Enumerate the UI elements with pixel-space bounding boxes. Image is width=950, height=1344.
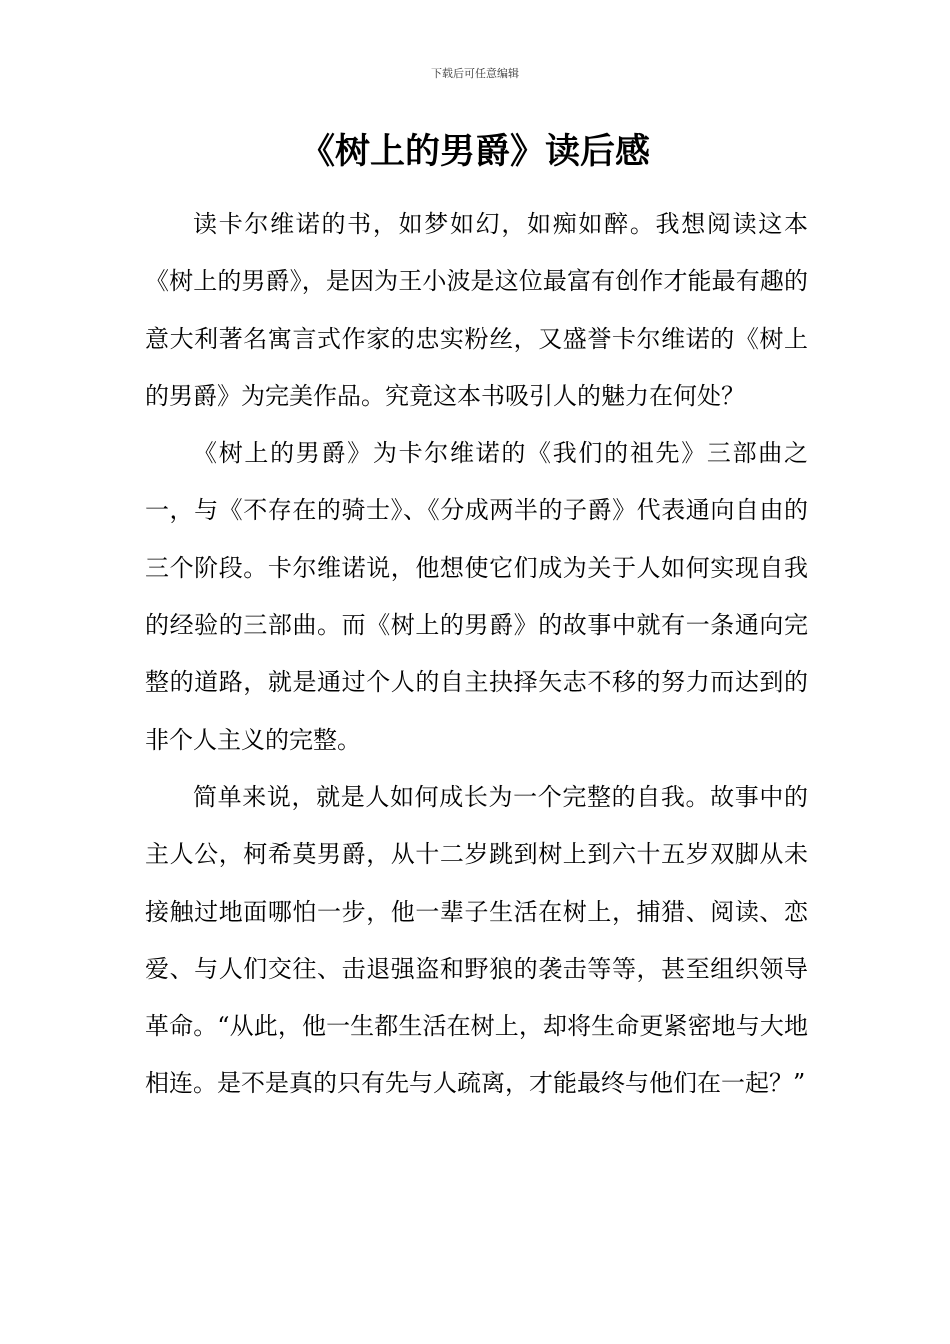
body-paragraph-3: 简单来说，就是人如何成长为一个完整的自我。故事中的主人公，柯希莫男爵，从十二岁跳到树上到六十五岁双脚从未接触过地面哪怕一步，他一辈子生活在树上，捕猎、阅读、恋爱、与人们交往、击退强盗和野狼的袭击等等，甚至组织领导革命。“从此，他一生都生活在树上，却将生命更紧密地与大地相连。是不是真的只有先与人疏离，才能最终与他们在一起？” [145,782,808,1098]
document-body [145,196,808,1113]
document-title: 《树上的男爵》读后感 [299,132,650,172]
page-header-note: 下载后可任意编辑 [431,67,519,80]
body-paragraph-1: 读卡尔维诺的书，如梦如幻，如痴如醉。我想阅读这本《树上的男爵》，是因为王小波是这位最富有创作才能最有趣的意大利著名寓言式作家的忠实粉丝，又盛誉卡尔维诺的《树上的男爵》为完美作品。究竟这本书吸引人的魅力在何处？ [145,210,808,410]
body-paragraph-2: 《树上的男爵》为卡尔维诺的《我们的祖先》三部曲之一，与《不存在的骑士》、《分成两半的子爵》代表通向自由的三个阶段。卡尔维诺说，他想使它们成为关于人如何实现自我的经验的三部曲。而《树上的男爵》的故事中就有一条通向完整的道路，就是通过个人的自主抉择矢志不移的努力而达到的非个人主义的完整。 [145,439,808,754]
